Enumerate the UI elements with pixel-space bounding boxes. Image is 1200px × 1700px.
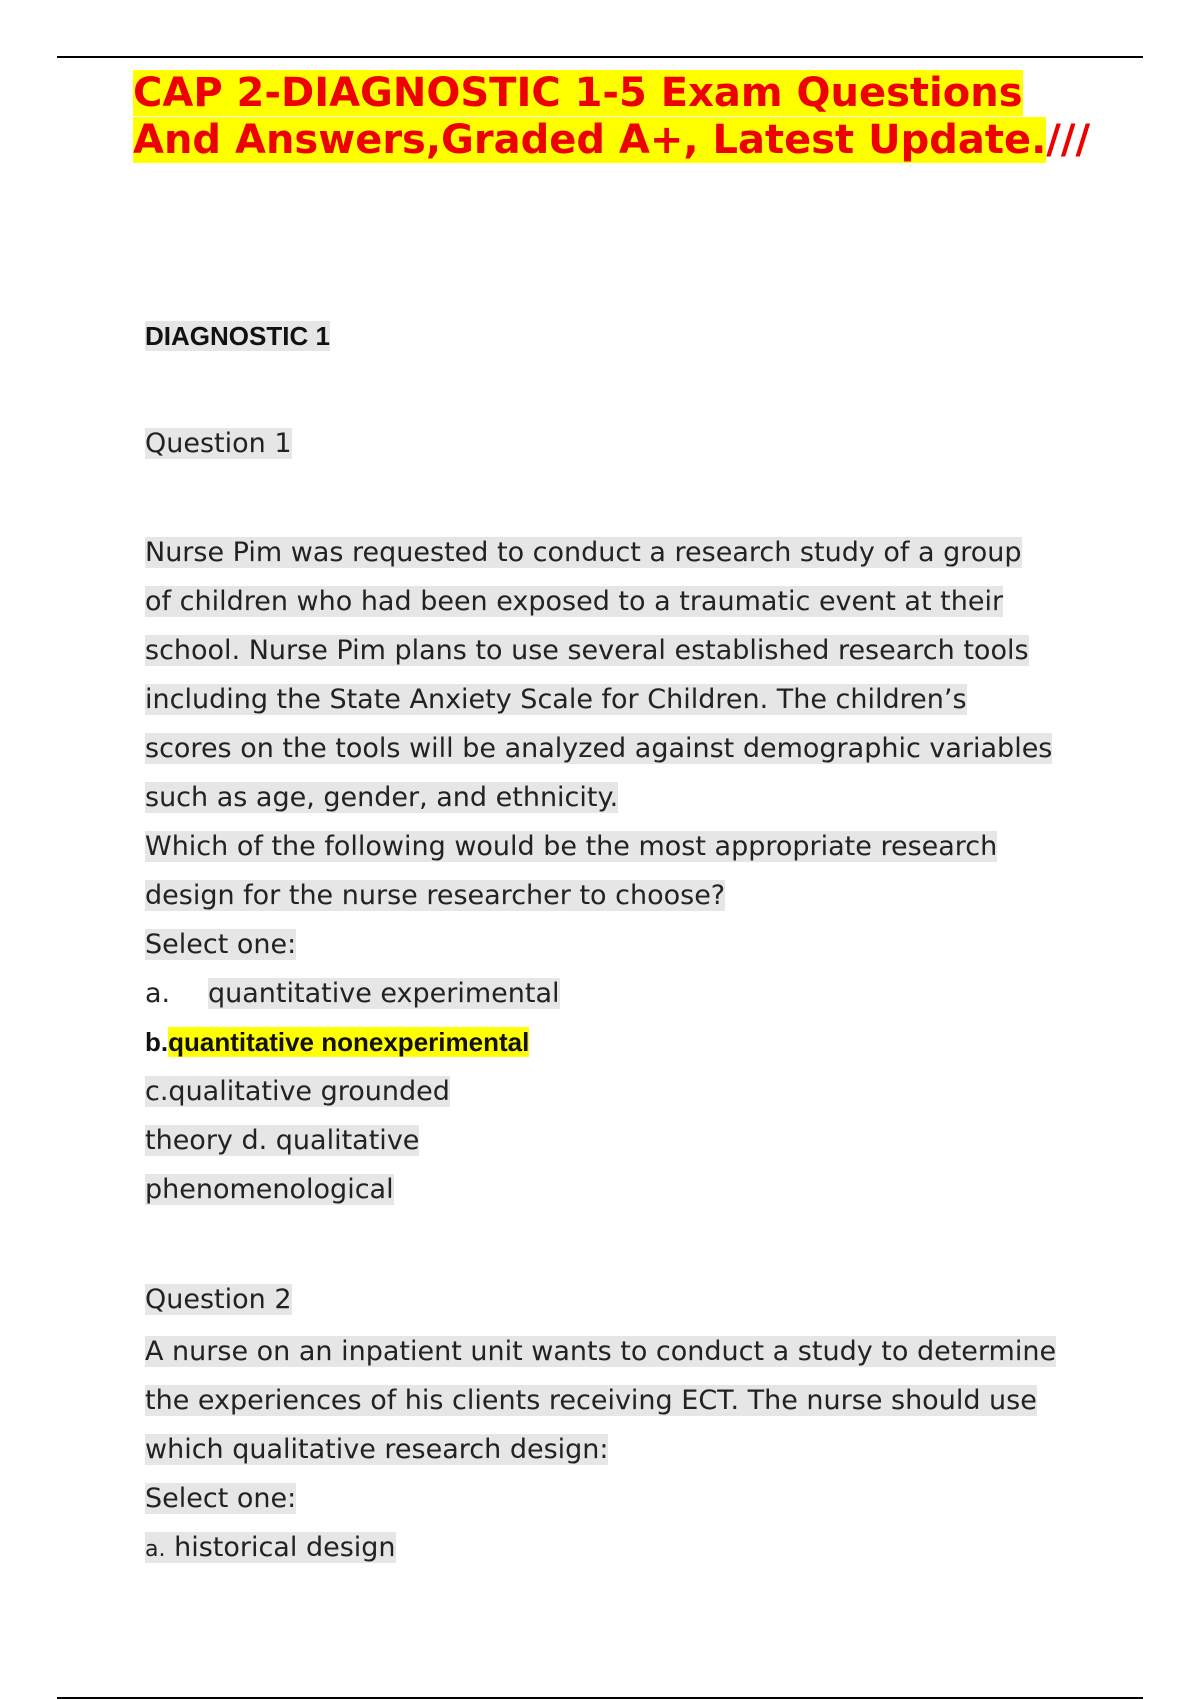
question-1-stem-line: such as age, gender, and ethnicity.	[145, 782, 619, 813]
question-1-heading: Question 1	[145, 428, 292, 459]
question-1-stem-line: Which of the following would be the most appropriate research	[145, 831, 998, 862]
option-text: quantitative nonexperimental	[168, 1027, 530, 1057]
document-title-tail: ///	[1046, 117, 1091, 163]
bottom-rule	[57, 1697, 1143, 1699]
question-1-stem-line: design for the nurse researcher to choose?	[145, 880, 726, 911]
question-1-option-a[interactable]	[145, 969, 1145, 1018]
question-1-option-b-correct-answer[interactable]	[145, 1018, 1145, 1067]
option-text: historical design	[174, 1532, 396, 1563]
option-letter: a.	[145, 978, 171, 1009]
option-letter: a.	[145, 1537, 166, 1562]
question-1-stem-line: of children who had been exposed to a traumatic event at their	[145, 586, 1004, 617]
question-2-heading: Question 2	[145, 1284, 292, 1315]
document-title	[133, 70, 1093, 164]
question-1-stem-line: school. Nurse Pim plans to use several established research tools	[145, 635, 1029, 666]
option-text: quantitative experimental	[208, 978, 560, 1009]
question-2-stem-line: which qualitative research design:	[145, 1434, 609, 1465]
document-title-highlighted: CAP 2-DIAGNOSTIC 1-5 Exam Questions And Answers,Graded A+, Latest Update.	[133, 70, 1047, 163]
option-letter: b.	[145, 1027, 169, 1057]
question-2-body	[145, 1327, 1145, 1574]
question-1-option-d-continued: phenomenological	[145, 1174, 394, 1205]
question-1-stem-line: including the State Anxiety Scale for Children. The children’s	[145, 684, 967, 715]
question-1-option-c[interactable]: c.qualitative grounded	[145, 1076, 450, 1107]
question-1-option-d[interactable]: theory d. qualitative	[145, 1125, 420, 1156]
question-2-select-label: Select one:	[145, 1483, 297, 1514]
section-heading: DIAGNOSTIC 1	[145, 321, 330, 351]
question-2-option-a[interactable]	[145, 1523, 1145, 1574]
question-1-body	[145, 528, 1145, 1214]
question-1-stem-line: scores on the tools will be analyzed against demographic variables	[145, 733, 1053, 764]
question-2-stem-line: A nurse on an inpatient unit wants to conduct a study to determine	[145, 1336, 1057, 1367]
question-1-stem-line: Nurse Pim was requested to conduct a research study of a group	[145, 537, 1022, 568]
question-1-select-label: Select one:	[145, 929, 297, 960]
question-2-stem-line: the experiences of his clients receiving ECT. The nurse should use	[145, 1385, 1037, 1416]
top-rule	[57, 56, 1143, 58]
